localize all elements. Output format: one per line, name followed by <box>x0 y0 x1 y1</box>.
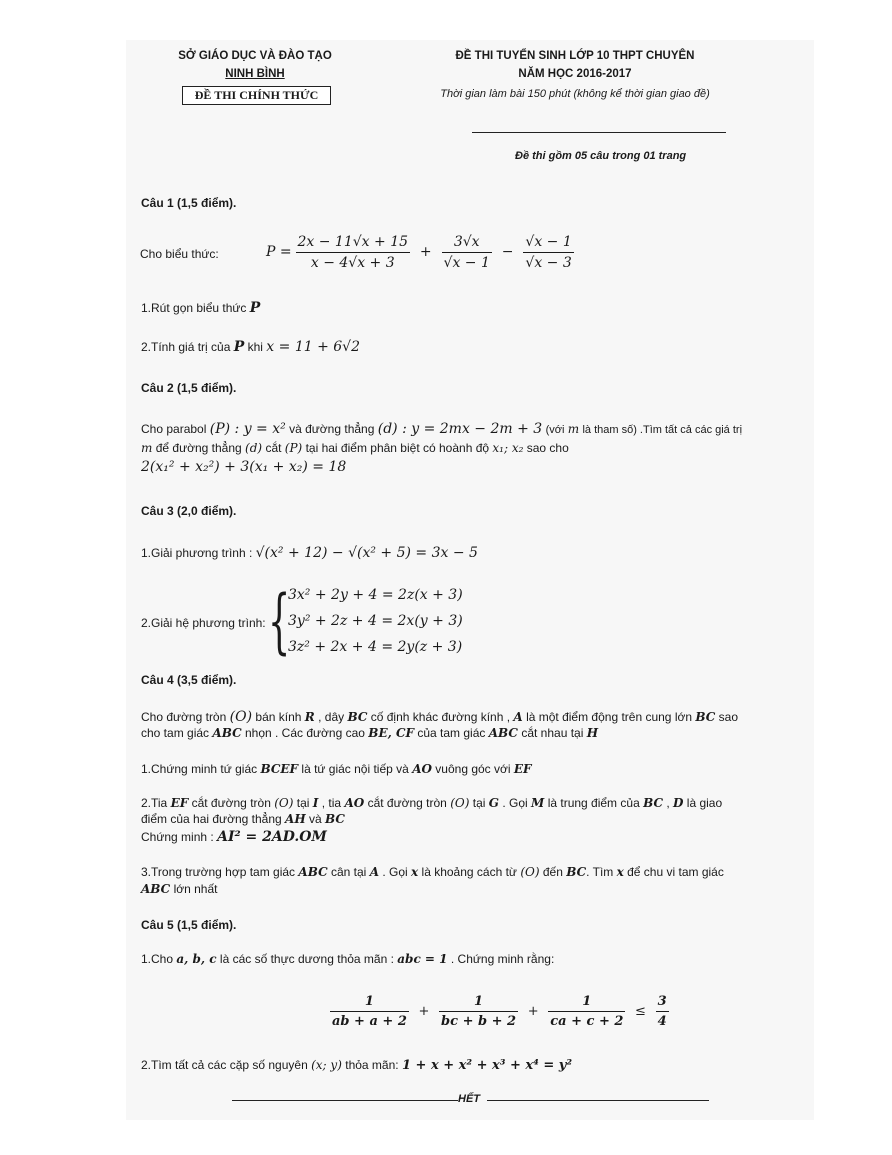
q5-fraction-2: $\frac{1}{bc + b + 2}$ <box>441 994 517 1029</box>
header-right-line1: ĐỀ THI TUYỂN SINH LỚP 10 THPT CHUYÊN <box>455 50 695 62</box>
q4-intro-line1: Cho đường tròn (O) bán kính R , dây BC cố định khác đường kính , A là một điểm động trên cung lớn BC sao <box>141 709 738 725</box>
q2-heading: Câu 2 (1,5 điểm). <box>141 381 237 395</box>
q1-p-lhs: P = <box>266 244 292 261</box>
q1-part2: 2.Tính giá trị của P khi x = 11 + 6√2 <box>141 339 361 355</box>
footer-line-left <box>232 1100 458 1101</box>
q4-part2-line1: 2.Tia EF cắt đường tròn (O) tại I , tia AO cắt đường tròn (O) tại G . Gọi M là trung điểm của BC , D là giao <box>141 796 723 810</box>
official-exam-box: ĐỀ THI CHÍNH THỨC <box>182 86 331 105</box>
q3-system-brace: { <box>268 580 291 662</box>
q4-part3-line2: ABC lớn nhất <box>141 882 218 896</box>
footer-line-right <box>487 1100 709 1101</box>
q4-intro-line2: cho tam giác ABC nhọn . Các đường cao BE, CF của tam giác ABC cắt nhau tại H <box>141 726 599 740</box>
header-divider <box>472 132 726 133</box>
q4-heading: Câu 4 (3,5 điểm). <box>141 673 237 687</box>
q5-heading: Câu 5 (1,5 điểm). <box>141 918 237 932</box>
q1-fraction-3: $\frac{√x - 1}{√x - 3}$ <box>525 234 572 271</box>
end-marker: HẾT <box>458 1093 480 1105</box>
header-left-line2: NINH BÌNH <box>225 68 285 80</box>
q3-part2-label: 2.Giải hệ phương trình: <box>141 616 266 630</box>
q4-part1: 1.Chứng minh tứ giác BCEF là tứ giác nội tiếp và AO vuông góc với EF <box>141 762 532 776</box>
q3-eq-1: 3x² + 2y + 4 = 2z(x + 3) <box>288 587 463 603</box>
q1-expression: P = $\frac{2x - 11√x + 15}{x - 4√x + 3}$ + $\frac{3√x}{√x - 1}$ − $\frac{√x - 1}{√x - 3}$ <box>266 234 572 271</box>
q1-fraction-1: $\frac{2x - 11√x + 15}{x - 4√x + 3}$ <box>297 234 409 271</box>
q3-eq-2: 3y² + 2z + 4 = 2x(y + 3) <box>288 613 463 629</box>
q1-heading: Câu 1 (1,5 điểm). <box>141 196 237 210</box>
q5-fraction-3: $\frac{1}{ca + c + 2}$ <box>550 994 624 1029</box>
q5-fraction-rhs: $\frac{3}{4}$ <box>657 994 667 1029</box>
q1-part1: 1.Rút gọn biểu thức P <box>141 300 261 316</box>
time-note: Thời gian làm bài 150 phút (không kể thời gian giao đề) <box>440 88 710 100</box>
q1-fraction-2: $\frac{3√x}{√x - 1}$ <box>443 234 490 271</box>
q2-line1: Cho parabol (P) : y = x² và đường thẳng (d) : y = 2mx − 2m + 3 (với m là tham số) .Tìm tất cả các giá trị <box>141 421 743 437</box>
q5-part1: 1.Cho a, b, c là các số thực dương thỏa mãn : abc = 1 . Chứng minh rằng: <box>141 952 555 966</box>
q5-fraction-1: $\frac{1}{ab + a + 2}$ <box>332 994 407 1029</box>
header-right-line2: NĂM HỌC 2016-2017 <box>518 68 632 80</box>
q4-part2-line3: Chứng minh : AI² = 2AD.OM <box>141 829 327 845</box>
q1-intro: Cho biểu thức: <box>140 247 219 261</box>
q5-inequality: $\frac{1}{ab + a + 2}$ + $\frac{1}{bc + b + 2}$ + $\frac{1}{ca + c + 2}$ ≤ $\frac{3}{4}$ <box>332 994 667 1029</box>
header-left-line1: SỞ GIÁO DỤC VÀ ĐÀO TẠO <box>178 50 332 62</box>
q2-condition: 2(x₁² + x₂²) + 3(x₁ + x₂) = 18 <box>141 459 347 475</box>
q4-part2-line2: điểm của hai đường thẳng AH và BC <box>141 812 345 826</box>
q2-line2: m để đường thẳng (d) cắt (P) tại hai điểm phân biệt có hoành độ x₁; x₂ sao cho <box>141 441 569 455</box>
q3-part1: 1.Giải phương trình : √(x² + 12) − √(x² + 5) = 3x − 5 <box>141 545 478 561</box>
q5-part2: 2.Tìm tất cả các cặp số nguyên (x; y) thỏa mãn: 1 + x + x² + x³ + x⁴ = y² <box>141 1058 573 1073</box>
q3-heading: Câu 3 (2,0 điểm). <box>141 504 237 518</box>
pages-note: Đề thi gồm 05 câu trong 01 trang <box>515 150 687 162</box>
q4-part3-line1: 3.Trong trường hợp tam giác ABC cân tại A . Gọi x là khoảng cách từ (O) đến BC. Tìm x để chu vi tam giác <box>141 865 724 879</box>
q3-eq-3: 3z² + 2x + 4 = 2y(z + 3) <box>288 639 463 655</box>
